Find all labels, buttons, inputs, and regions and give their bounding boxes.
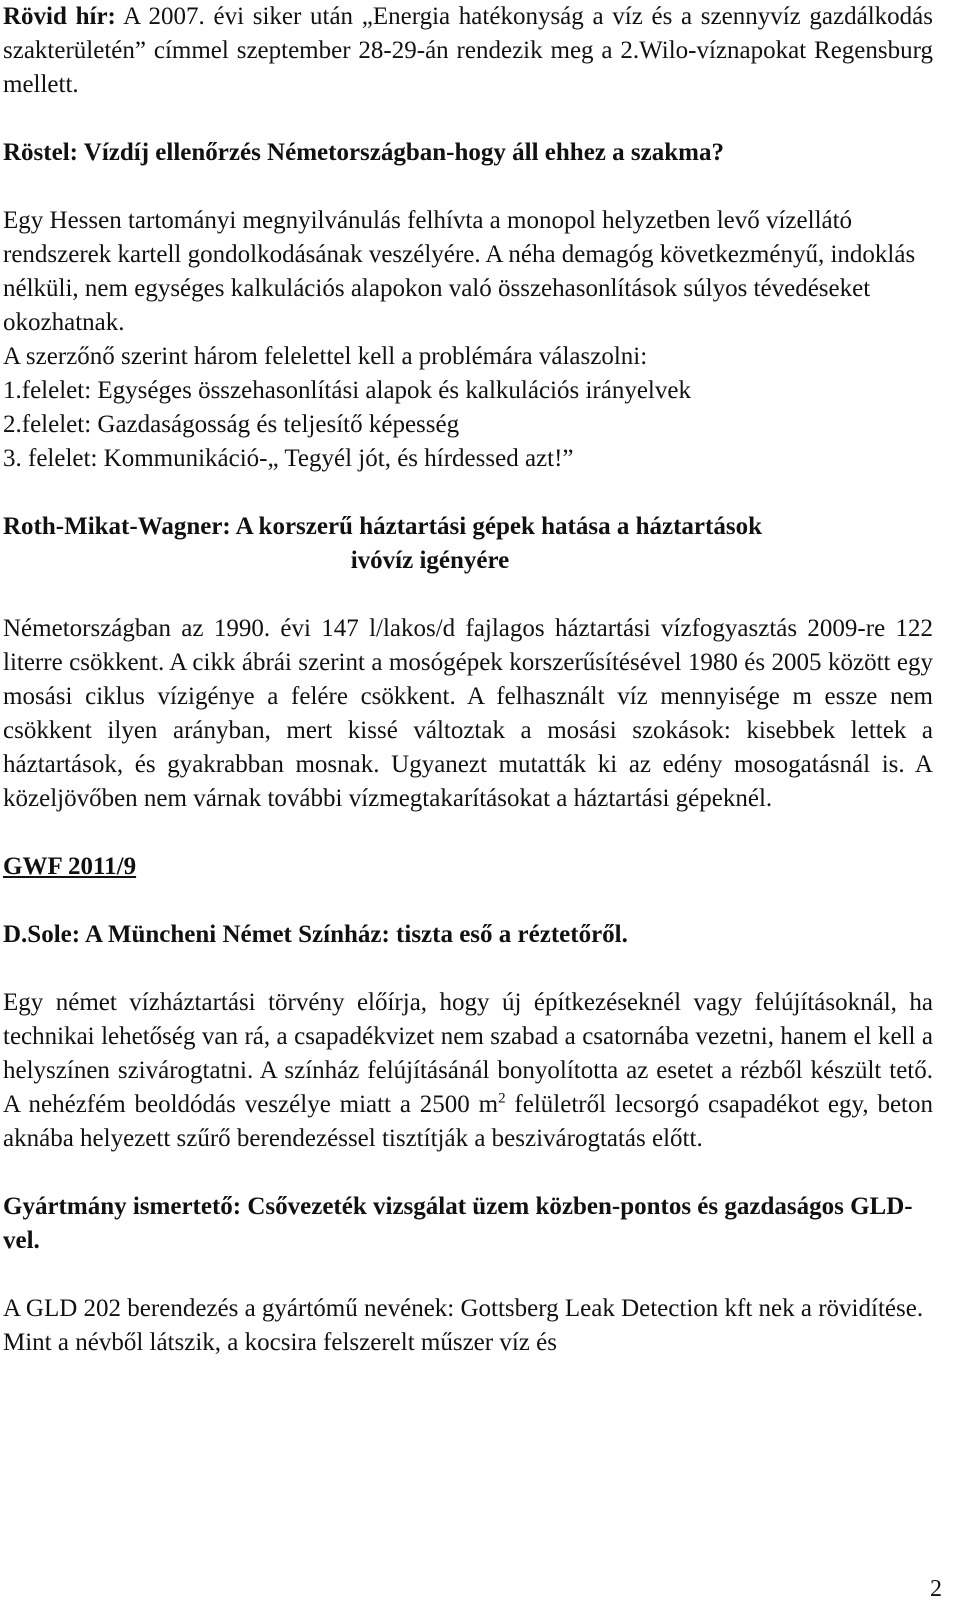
roth-paragraph: Németországban az 1990. évi 147 l/lakos/d fajlagos háztartási vízfogyasztás 2009-re 122 literre csökkent. A cikk ábrái szerint a mosógépek korszerűsítésével 1980 és 2005 között egy mosási ciklus vízigénye a felére csökkent. A felhasznált víz mennyisége m essze nem csökkent ilyen arányban, mert kissé változtak a mosási szokások: kisebbek lettek a háztartások, és gyakrabban mosnak. Ugyanezt mutatták ki az edény mosogatásnál is. A közeljövőben nem várnak további vízmegtakarításokat a háztartási gépeknél.	[3, 615, 933, 812]
sole-text-b: felületről lecsorgó csapadékot egy, beton aknába helyezett szűrő berendezéssel tisztítják a beszivárogtatás előtt.	[3, 1091, 933, 1152]
page-number: 2	[930, 1576, 942, 1602]
short-news-text: A 2007. évi siker után „Energia hatékonyság a víz és a szennyvíz gazdálkodás szakterületén” címmel szeptember 28-29-án rendezik meg a 2.Wilo-víznapokat Regensburg mellett.	[3, 3, 933, 98]
spacer	[3, 170, 933, 204]
short-news-paragraph	[3, 0, 933, 102]
spacer	[3, 578, 933, 612]
sole-paragraph	[3, 986, 933, 1156]
spacer	[3, 952, 933, 986]
gwf-heading: GWF 2011/9	[3, 853, 137, 880]
rostel-answer-2: 2.felelet: Gazdaságosság és teljesítő képesség	[3, 411, 460, 438]
spacer	[3, 476, 933, 510]
gyartmany-heading: Gyártmány ismertető: Csővezeték vizsgálat üzem közben-pontos és gazdaságos GLD-vel.	[3, 1193, 913, 1254]
sole-superscript: 2	[498, 1090, 506, 1107]
rostel-heading: Röstel: Vízdíj ellenőrzés Németországban-hogy áll ehhez a szakma?	[3, 139, 724, 166]
roth-heading-line-2: ivóvíz igényére	[350, 547, 510, 574]
spacer	[3, 102, 933, 136]
document-page	[3, 0, 933, 1360]
rostel-answer-3: 3. felelet: Kommunikáció-„ Tegyél jót, és hírdessed azt!”	[3, 445, 574, 472]
rostel-intro-line: A szerzőnő szerint három felelettel kell a problémára válaszolni:	[3, 343, 648, 370]
gyartmany-paragraph: A GLD 202 berendezés a gyártómű nevének: Gottsberg Leak Detection kft nek a rövidítése. Mint a névből látszik, a kocsira felszerelt műszer víz és	[3, 1295, 924, 1356]
spacer	[3, 816, 933, 850]
spacer	[3, 1156, 933, 1190]
spacer	[3, 884, 933, 918]
sole-heading: D.Sole: A Müncheni Német Színház: tiszta eső a réztetőről.	[3, 921, 628, 948]
sole-text-a: Egy német vízháztartási törvény előírja, hogy új építkezéseknél vagy felújításoknál, ha technikai lehetőség van rá, a csapadékvizet nem szabad a csatornába vezetni, hanem el kell a helyszínen szivárogtatni. A színház felújításánál bonyolította az esetet a rézből készült tető. A nehézfém beoldódás veszélye miatt a 2500 m	[3, 989, 933, 1118]
short-news-label: Rövid hír:	[3, 3, 116, 30]
rostel-answer-1: 1.felelet: Egységes összehasonlítási alapok és kalkulációs irányelvek	[3, 377, 691, 404]
roth-heading-line-1: Roth-Mikat-Wagner: A korszerű háztartási gépek hatása a háztartások	[3, 513, 762, 540]
spacer	[3, 1258, 933, 1292]
rostel-paragraph: Egy Hessen tartományi megnyilvánulás felhívta a monopol helyzetben levő vízellátó rendszerek kartell gondolkodásának veszélyére. A néha demagóg következményű, indoklás nélküli, nem egységes kalkulációs alapokon való összehasonlítások súlyos tévedéseket okozhatnak.	[3, 207, 916, 336]
